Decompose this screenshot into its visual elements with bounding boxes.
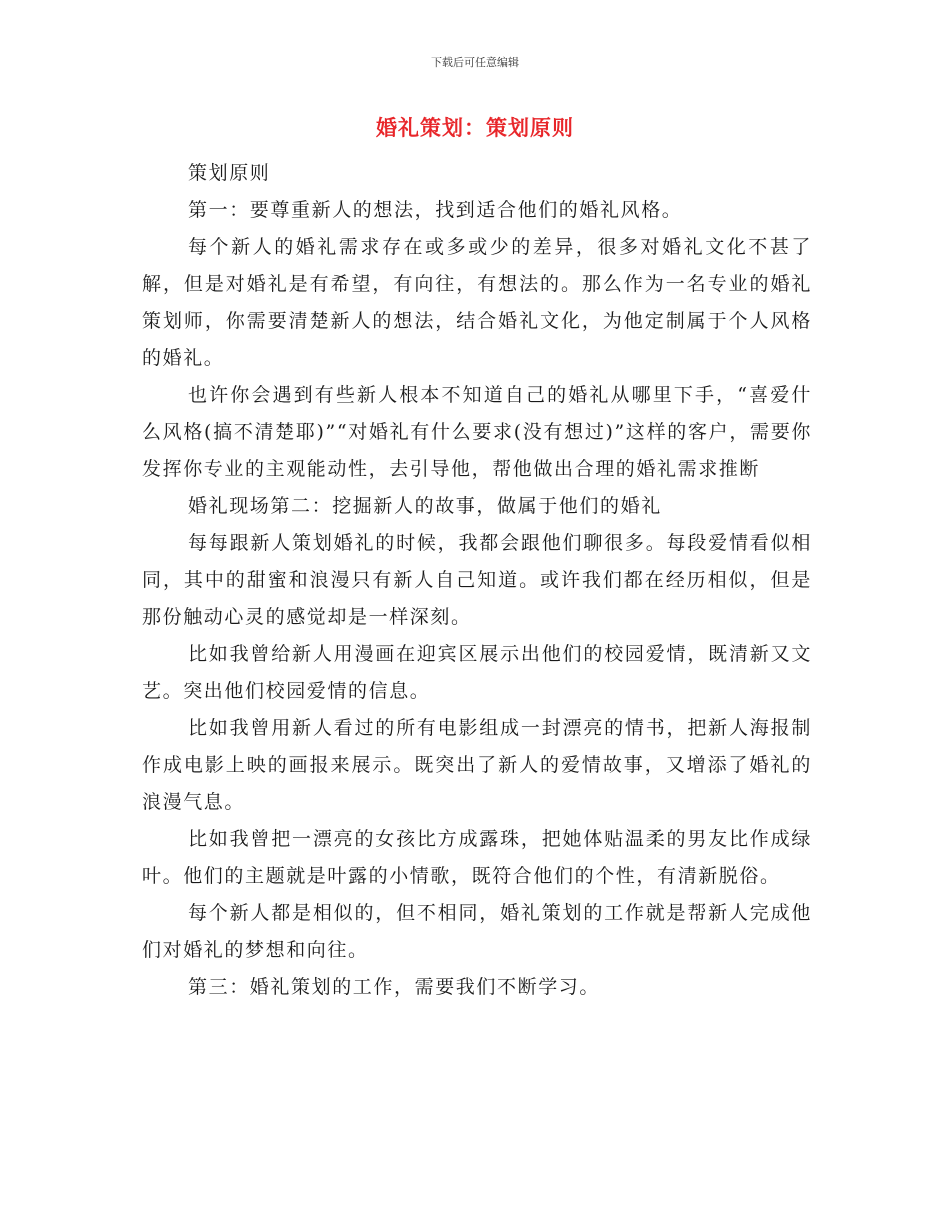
paragraph: 比如我曾把一漂亮的女孩比方成露珠，把她体贴温柔的男友比作成绿叶。他们的主题就是叶露的小情歌，既符合他们的个性，有清新脱俗。 xyxy=(142,828,812,887)
paragraph: 也许你会遇到有些新人根本不知道自己的婚礼从哪里下手，“喜爱什么风格(搞不清楚耶)”“对婚礼有什么要求(没有想过)”这样的客户，需要你发挥你专业的主观能动性，去引导他，帮他做出合理的婚礼需求推断 xyxy=(142,384,812,480)
paragraph: 每每跟新人策划婚礼的时候，我都会跟他们聊很多。每段爱情看似相同，其中的甜蜜和浪漫只有新人自己知道。或许我们都在经历相似，但是那份触动心灵的感觉却是一样深刻。 xyxy=(142,532,812,628)
paragraph-heading: 策划原则 xyxy=(188,162,271,184)
paragraph: 第一：要尊重新人的想法，找到适合他们的婚礼风格。 xyxy=(188,199,683,221)
paragraph: 每个新人都是相似的，但不相同，婚礼策划的工作就是帮新人完成他们对婚礼的梦想和向往。 xyxy=(142,902,812,961)
paragraph: 婚礼现场第二：挖掘新人的故事，做属于他们的婚礼 xyxy=(188,495,662,517)
header-note: 下载后可任意编辑 xyxy=(431,56,519,69)
document-body xyxy=(142,155,812,1006)
paragraph: 比如我曾用新人看过的所有电影组成一封漂亮的情书，把新人海报制作成电影上映的画报来展示。既突出了新人的爱情故事，又增添了婚礼的浪漫气息。 xyxy=(142,717,812,813)
paragraph: 第三：婚礼策划的工作，需要我们不断学习。 xyxy=(188,976,601,998)
document-title: 婚礼策划：策划原则 xyxy=(376,116,574,140)
paragraph: 每个新人的婚礼需求存在或多或少的差异，很多对婚礼文化不甚了解，但是对婚礼是有希望，有向往，有想法的。那么作为一名专业的婚礼策划师，你需要清楚新人的想法，结合婚礼文化，为他定制属于个人风格的婚礼。 xyxy=(142,236,812,369)
paragraph: 比如我曾给新人用漫画在迎宾区展示出他们的校园爱情，既清新又文艺。突出他们校园爱情的信息。 xyxy=(142,643,812,702)
